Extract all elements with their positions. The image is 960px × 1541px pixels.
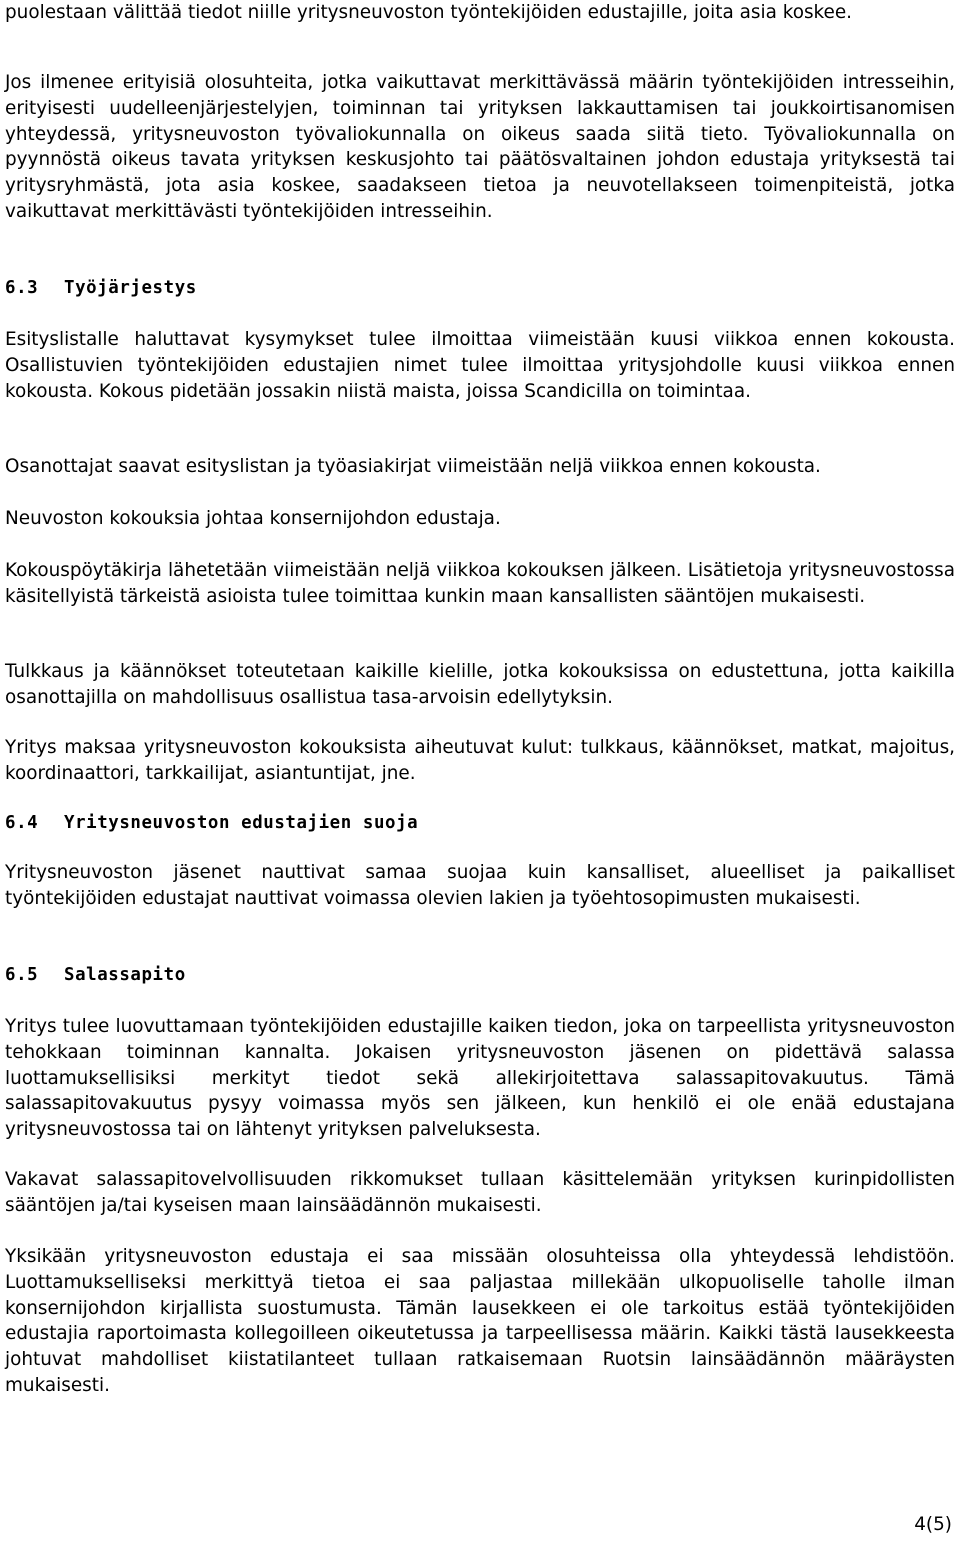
paragraph-agenda: Esityslistalle haluttavat kysymykset tulee ilmoittaa viimeistään kuusi viikkoa ennen kokousta. Osallistuvien työntekijöiden edustajien nimet tulee ilmoittaa yritysjohdolle kuusi viikkoa ennen kokousta. Kokous pidetään jossakin niistä maista, joissa Scandicilla on toimintaa. [5, 329, 955, 402]
paragraph-chair: Neuvoston kokouksia johtaa konsernijohdon edustaja. [5, 508, 501, 529]
paragraph-protection: Yritysneuvoston jäsenet nauttivat samaa suojaa kuin kansalliset, alueelliset ja paikalliset työntekijöiden edustajat nauttivat voimassa olevien lakien ja työehtosopimusten mukaisesti. [5, 862, 955, 909]
section-heading-6-4 [5, 811, 418, 837]
paragraph-press-contact: Yksikään yritysneuvoston edustaja ei saa missään olosuhteissa olla yhteydessä lehdistöön. Luottamukselliseksi merkittyä tietoa ei saa paljastaa millekään ulkopuoliselle taholle ilman konsernijohdon kirjallista suostumusta. Tämän lausekkeen ei ole tarkoitus estää työntekijöiden edustajia raportoimasta kollegoilleen oikeutetussa ja tarpeellisessa määrin. Kaikki tästä lausekkeesta johtuvat mahdolliset kiistatilanteet tullaan ratkaisemaan Ruotsin lainsäädännön määräysten mukaisesti. [5, 1246, 955, 1396]
paragraph-special-circumstances: Jos ilmenee erityisiä olosuhteita, jotka vaikuttavat merkittävässä määrin työntekijöiden intresseihin, erityisesti uudelleenjärjestelyjen, toiminnan tai yrityksen lakkauttamisen tai joukkoirtisanomisen yhteydessä, yritysneuvoston työvaliokunnalla on oikeus saada siitä tieto. Työvaliokunnalla on pyynnöstä oikeus tavata yrityksen keskusjohto tai päätösvaltainen johdon edustaja yrityksestä tai yritysryhmästä, jota asia koskee, saadakseen tietoa ja neuvotellakseen toimenpiteistä, jotka vaikuttavat merkittävästi työntekijöiden intresseihin. [5, 72, 955, 222]
section-number: 6.5 [5, 965, 39, 985]
section-title: Salassapito [64, 965, 186, 985]
paragraph-participants-documents: Osanottajat saavat esityslistan ja työasiakirjat viimeistään neljä viikkoa ennen kokousta. [5, 456, 821, 477]
paragraph-continuation: puolestaan välittää tiedot niille yritysneuvoston työntekijöiden edustajille, joita asia koskee. [5, 2, 852, 23]
page-number: 4(5) [914, 1514, 952, 1535]
section-title: Työjärjestys [64, 278, 197, 298]
section-number: 6.4 [5, 813, 39, 833]
section-heading-6-5 [5, 963, 186, 989]
paragraph-minutes: Kokouspöytäkirja lähetetään viimeistään neljä viikkoa kokouksen jälkeen. Lisätietoja yritysneuvostossa käsitellyistä tärkeistä asioista tulee toimittaa kunkin maan kansallisten sääntöjen mukaisesti. [5, 560, 955, 607]
section-number: 6.3 [5, 278, 39, 298]
paragraph-interpretation: Tulkkaus ja käännökset toteutetaan kaikille kielille, jotka kokouksissa on edustettuna, jotta kaikilla osanottajilla on mahdollisuus osallistua tasa-arvoisin edellytyksin. [5, 661, 955, 708]
paragraph-confidentiality: Yritys tulee luovuttamaan työntekijöiden edustajille kaiken tiedon, joka on tarpeellista yritysneuvoston tehokkaan toiminnan kannalta. Jokaisen yritysneuvoston jäsenen on pidettävä salassa luottamuksellisiksi merkityt tiedot sekä allekirjoitettava salassapitovakuutus. Tämä salassapitovakuutus pysyy voimassa myös sen jälkeen, kun henkilö ei ole enää edustajana yritysneuvostossa tai on lähtenyt yrityksen palveluksesta. [5, 1016, 955, 1141]
paragraph-costs: Yritys maksaa yritysneuvoston kokouksista aiheutuvat kulut: tulkkaus, käännökset, matkat, majoitus, koordinaattori, tarkkailijat, asiantuntijat, jne. [5, 737, 955, 784]
paragraph-breaches: Vakavat salassapitovelvollisuuden rikkomukset tullaan käsittelemään yrityksen kurinpidollisten sääntöjen ja/tai kyseisen maan lainsäädännön mukaisesti. [5, 1169, 955, 1216]
section-heading-6-3 [5, 276, 197, 302]
section-title: Yritysneuvoston edustajien suoja [64, 813, 419, 833]
